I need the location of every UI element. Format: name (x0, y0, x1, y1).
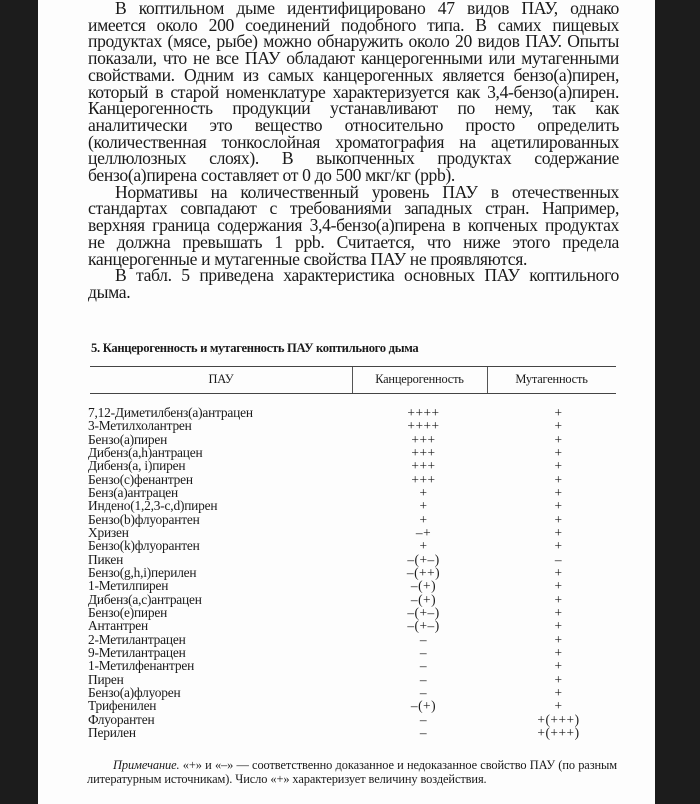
carcinogenicity-cell: ++++ (407, 405, 440, 420)
pah-name-cell: Бензо(с)фенантрен (88, 471, 193, 487)
table-row (38, 633, 655, 646)
carcinogenicity-cell: +++ (411, 471, 436, 487)
table-row (38, 566, 655, 579)
mutagenicity-cell: + (554, 631, 563, 647)
table-row (38, 686, 655, 699)
pah-name-cell: Хризен (88, 524, 129, 540)
carcinogenicity-cell: ++++ (407, 418, 440, 434)
paragraph-pah-overview: В коптильном дыме идентифицировано 47 видов ПАУ, однако имеется около 200 соединений подобного типа. В самих пищевых продуктах (мясе, рыбе) можно обнаружить около 20 видов ПАУ. Опыты показали, что не все ПАУ обладают канцерогенными или мутагенными свойствами. Одним из самых канцерогенных является бензо(а)пирен, который в старой номенклатуре характеризуется как 3,4-бензо(а)пирен. Канцерогенность продукции устанавливают по нему, так как аналитически это вещество относительно просто определить (количественная тонкослойная хроматография на ацетилированных целлюлозных слоях). В выкопченных продуктах содержание бензо(а)пирена составляет от 0 до 500 мкг/кг (ppb). (88, 0, 619, 186)
mutagenicity-cell: + (554, 458, 563, 474)
mutagenicity-cell: + (554, 524, 563, 540)
pah-name-cell: Флуорантен (88, 711, 155, 727)
mutagenicity-cell: + (554, 484, 563, 500)
mutagenicity-cell: + (554, 538, 563, 554)
mutagenicity-cell: – (554, 551, 563, 567)
column-header-mutagenicity: Мутагенность (515, 372, 588, 386)
paragraph-table-reference: В табл. 5 приведена характеристика основных ПАУ коптильного дыма. (88, 265, 619, 302)
carcinogenicity-cell: –(+–) (407, 604, 440, 620)
table-row (38, 713, 655, 726)
table-body (38, 406, 655, 739)
table-row (38, 473, 655, 486)
pah-name-cell: Антантрен (88, 618, 148, 634)
document-page (38, 0, 655, 804)
note-label: Примечание. (113, 758, 180, 772)
column-header-carcinogenicity: Канцерогенность (375, 372, 464, 386)
table-row (38, 606, 655, 619)
table-row (38, 646, 655, 659)
pah-name-cell: Дибенз(a,h)антрацен (88, 444, 203, 460)
table-top-rule (90, 366, 616, 367)
mutagenicity-cell: + (554, 471, 563, 487)
pah-name-cell: Пирен (88, 671, 124, 687)
pah-name-cell: Бензо(g,h,i)перилен (88, 564, 197, 580)
mutagenicity-cell: + (554, 564, 563, 580)
mutagenicity-cell: + (554, 591, 563, 607)
table-header-rule (90, 393, 616, 394)
table-row (38, 486, 655, 499)
pah-name-cell: 1-Метилфенантрен (88, 658, 195, 674)
pah-name-cell: Перилен (88, 724, 136, 740)
mutagenicity-cell: + (554, 658, 563, 674)
table-row (38, 526, 655, 539)
table-row (38, 459, 655, 472)
mutagenicity-cell: + (554, 671, 563, 687)
mutagenicity-cell: + (554, 511, 563, 527)
pah-name-cell: Бензо(а)пирен (88, 431, 168, 447)
carcinogenicity-cell: +++ (411, 431, 436, 447)
pah-name-cell: Бензо(е)пирен (88, 604, 168, 620)
table-row (38, 513, 655, 526)
table-row (38, 659, 655, 672)
table-row (38, 499, 655, 512)
mutagenicity-cell: + (554, 444, 563, 460)
carcinogenicity-cell: – (419, 684, 428, 700)
carcinogenicity-cell: –+ (415, 524, 432, 540)
mutagenicity-cell: + (554, 618, 563, 634)
note-text: «+» и «–» — соответственно доказанное и недоказанное свойство ПАУ (по разным литературным источникам). Число «+» характеризует величину воздействия. (87, 758, 617, 786)
carcinogenicity-cell: –(++) (406, 564, 441, 580)
pah-name-cell: Трифенилен (88, 698, 157, 714)
table-row (38, 619, 655, 632)
pah-name-cell: Пикен (88, 551, 124, 567)
table-row (38, 593, 655, 606)
carcinogenicity-cell: + (419, 538, 428, 554)
body-text (88, 0, 619, 301)
table-row (38, 433, 655, 446)
pah-name-cell: Дибенз(а,с)антрацен (88, 591, 202, 607)
table-row (38, 553, 655, 566)
pah-name-cell: 9-Метилантрацен (88, 644, 186, 660)
pah-name-cell: Бензо(b)флуорантен (88, 511, 200, 527)
mutagenicity-cell: + (554, 431, 563, 447)
carcinogenicity-cell: – (419, 724, 428, 740)
carcinogenicity-cell: –(+–) (407, 551, 440, 567)
table-row (38, 539, 655, 552)
pah-name-cell: 2-Метилантрацен (88, 631, 186, 647)
pah-name-cell: 3-Метилхолантрен (88, 418, 192, 434)
carcinogenicity-cell: – (419, 671, 428, 687)
paragraph-standards: Нормативы на количественный уровень ПАУ в отечественных стандартах совпадают с требованиями западных стран. Например, верхняя граница содержания 3,4-бензо(а)пирена в копченых продуктах не должна превышать 1 ppb. Считается, что ниже этого предела канцерогенные и мутагенные свойства ПАУ не проявляются. (88, 181, 619, 269)
table-row (38, 699, 655, 712)
table-row (38, 419, 655, 432)
mutagenicity-cell: +(+++) (537, 711, 580, 727)
pah-name-cell: Индено(1,2,3-с,d)пирен (88, 498, 218, 514)
mutagenicity-cell: + (554, 698, 563, 714)
carcinogenicity-cell: – (419, 658, 428, 674)
pah-name-cell: Бензо(k)флуорантен (88, 538, 200, 554)
table-note (87, 759, 617, 786)
pah-name-cell: Дибенз(а, i)пирен (88, 458, 186, 474)
mutagenicity-cell: + (554, 418, 563, 434)
carcinogenicity-cell: –(+) (410, 578, 437, 594)
carcinogenicity-cell: +++ (411, 444, 436, 460)
mutagenicity-cell: + (554, 498, 563, 514)
page-border-right (655, 0, 700, 804)
mutagenicity-cell: + (554, 644, 563, 660)
carcinogenicity-cell: – (419, 631, 428, 647)
carcinogenicity-cell: – (419, 644, 428, 660)
carcinogenicity-cell: + (419, 484, 428, 500)
table-row (38, 446, 655, 459)
carcinogenicity-cell: – (419, 711, 428, 727)
pah-name-cell: Бензо(а)флуорен (88, 684, 181, 700)
carcinogenicity-cell: + (419, 511, 428, 527)
column-header-pah: ПАУ (208, 372, 234, 386)
mutagenicity-cell: + (554, 604, 563, 620)
mutagenicity-cell: +(+++) (537, 724, 580, 740)
table-title: 5. Канцерогенность и мутагенность ПАУ коптильного дыма (91, 341, 419, 355)
table-row (38, 726, 655, 739)
table-row (38, 673, 655, 686)
pah-name-cell: 1-Метилпирен (88, 578, 169, 594)
pah-name-cell: Бенз(а)антрацен (88, 484, 178, 500)
page-border-left (0, 0, 38, 804)
mutagenicity-cell: + (554, 405, 563, 420)
carcinogenicity-cell: + (419, 498, 428, 514)
carcinogenicity-cell: –(+) (410, 698, 437, 714)
carcinogenicity-cell: –(+–) (407, 618, 440, 634)
pah-name-cell: 7,12-Диметилбенз(а)антрацен (88, 405, 253, 420)
carcinogenicity-cell: +++ (411, 458, 436, 474)
table-row (38, 406, 655, 419)
carcinogenicity-cell: –(+) (410, 591, 437, 607)
mutagenicity-cell: + (554, 578, 563, 594)
table-row (38, 579, 655, 592)
mutagenicity-cell: + (554, 684, 563, 700)
